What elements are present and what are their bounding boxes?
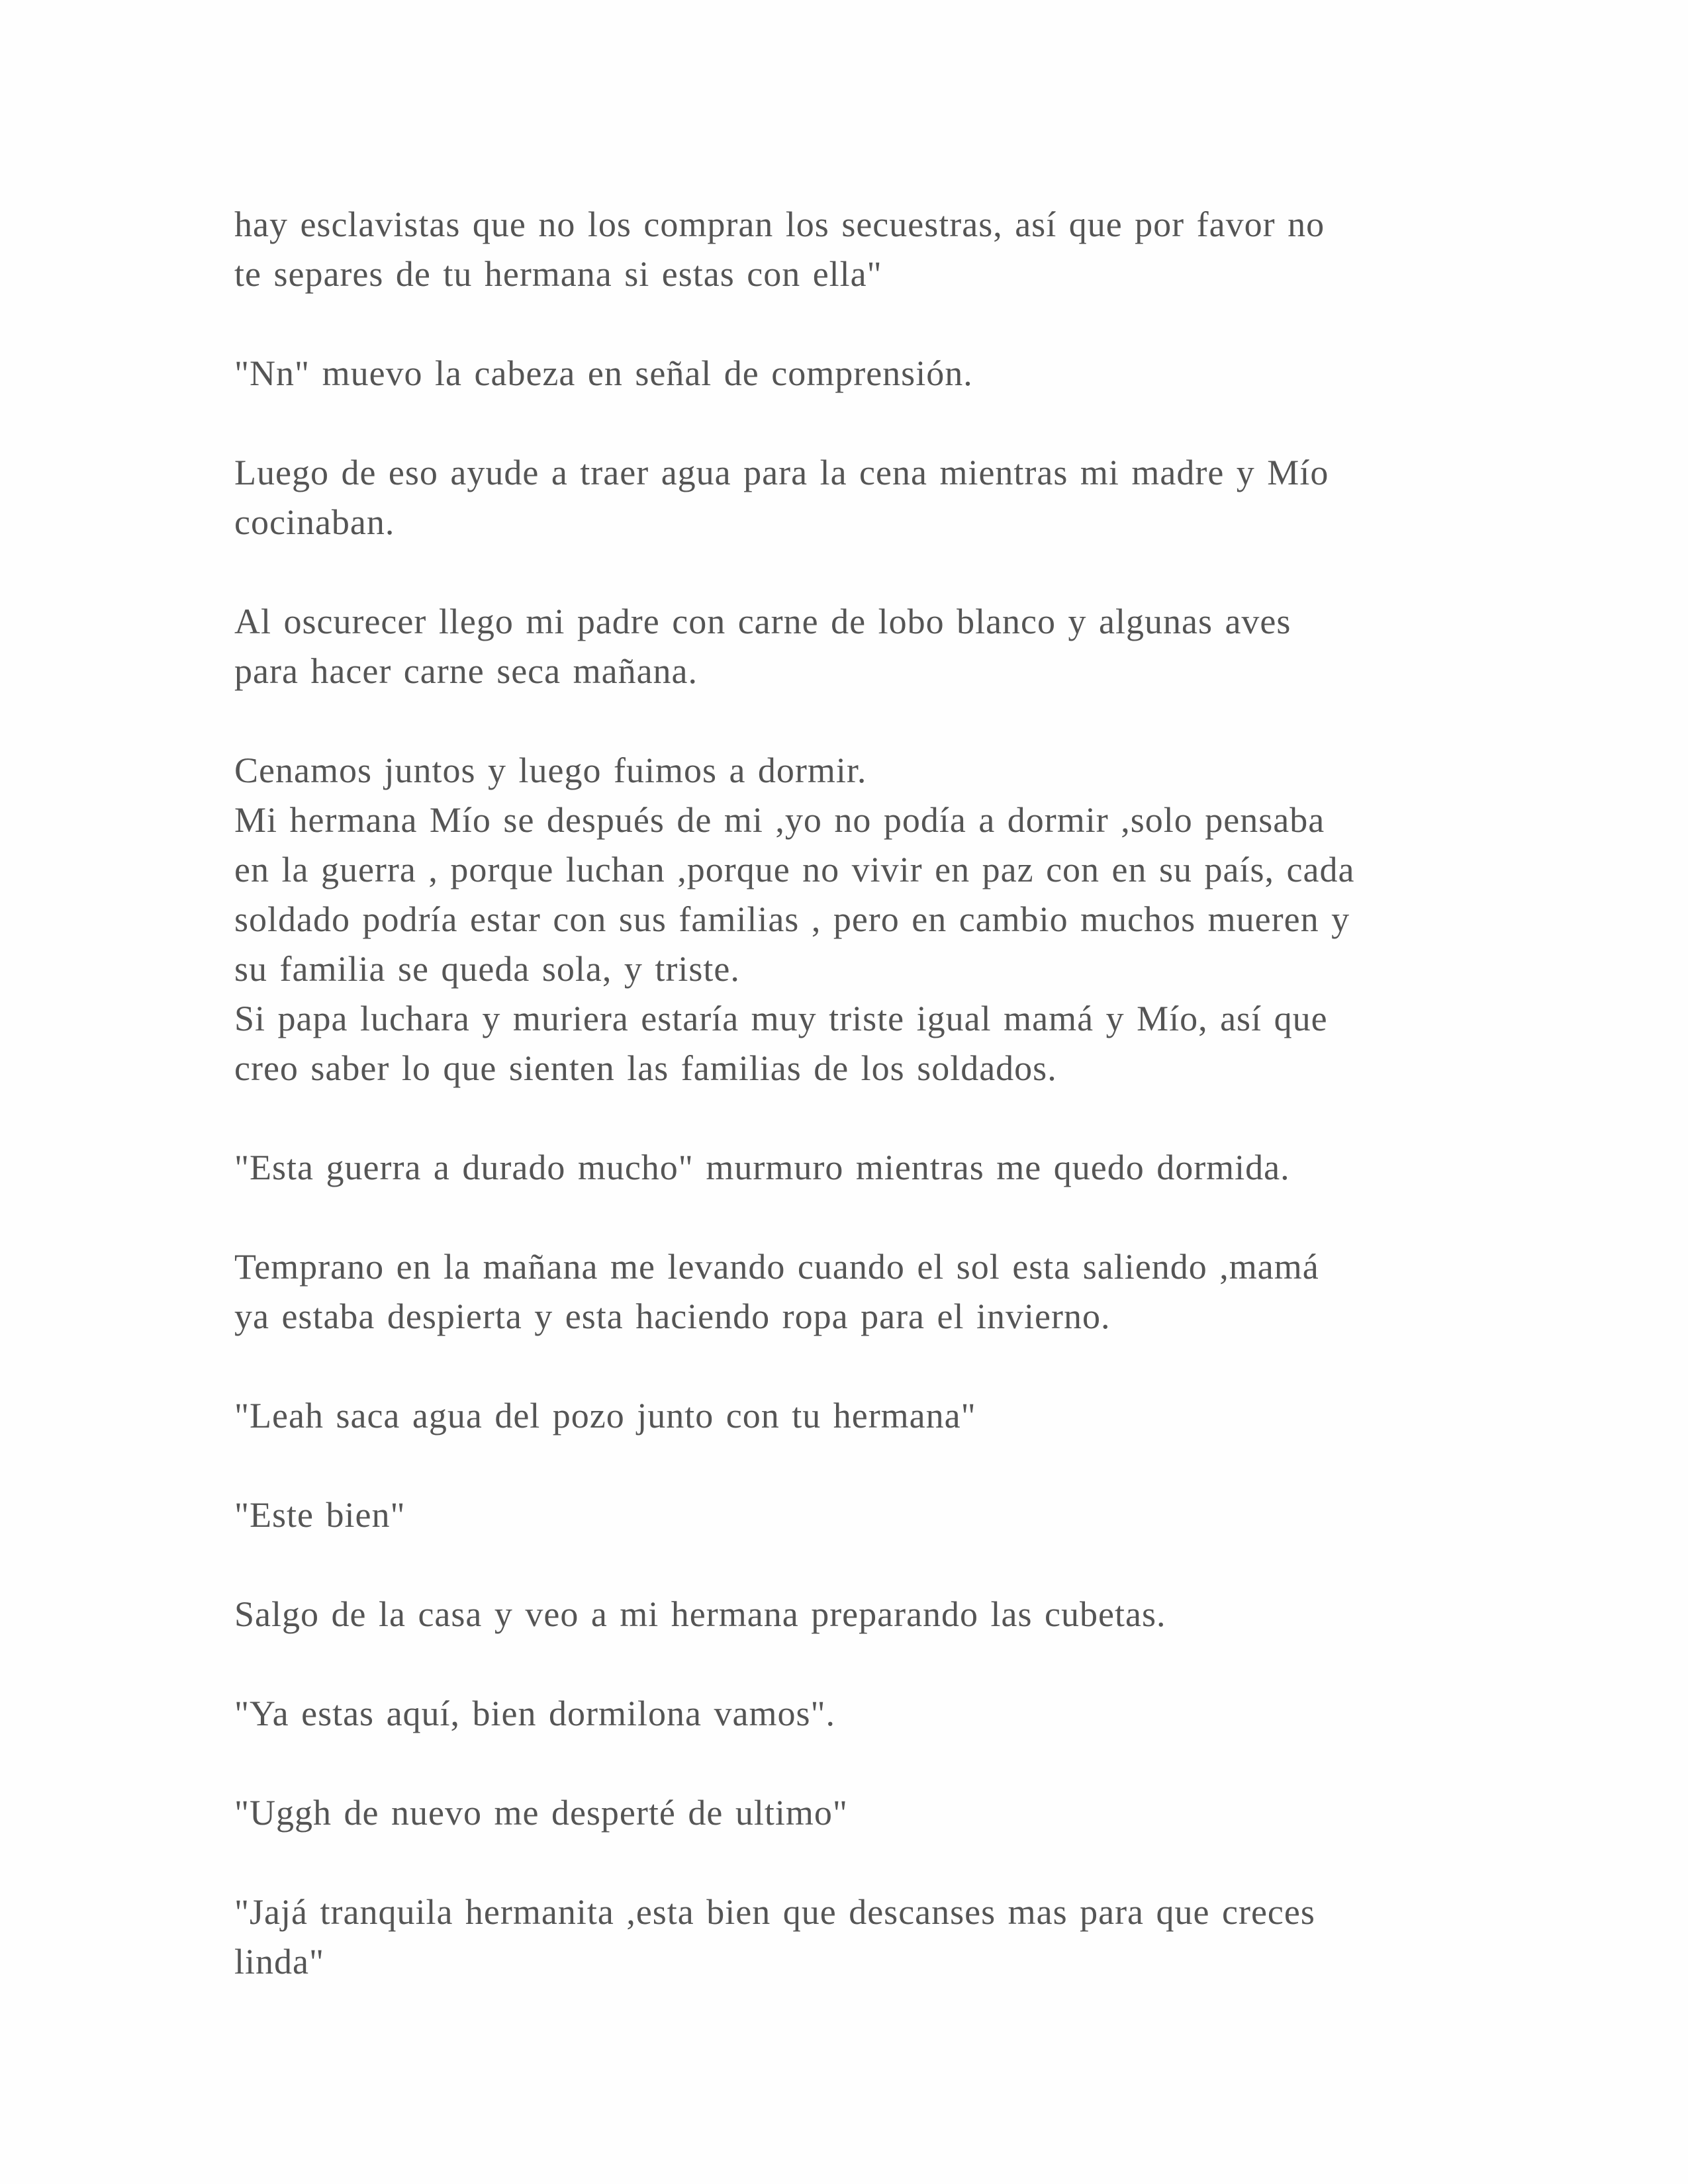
text-line: "Ya estas aquí, bien dormilona vamos". — [234, 1694, 835, 1733]
text-line: "Jajá tranquila hermanita ,esta bien que descanses mas para que creces — [234, 1892, 1315, 1932]
paragraph — [234, 349, 1492, 398]
paragraph — [234, 1888, 1492, 1987]
paragraph — [234, 448, 1492, 547]
text-line: "Nn" muevo la cabeza en señal de comprensión. — [234, 353, 973, 393]
paragraph — [234, 1143, 1492, 1193]
text-line: su familia se queda sola, y triste. — [234, 949, 740, 989]
text-line: Salgo de la casa y veo a mi hermana preparando las cubetas. — [234, 1594, 1166, 1634]
text-line: linda" — [234, 1942, 325, 1981]
text-line: cocinaban. — [234, 502, 395, 542]
text-line: Luego de eso ayude a traer agua para la cena mientras mi madre y Mío — [234, 453, 1329, 492]
paragraph — [234, 746, 1492, 796]
text-line: en la guerra , porque luchan ,porque no vivir en paz con en su país, cada — [234, 850, 1355, 889]
text-line: Al oscurecer llego mi padre con carne de lobo blanco y algunas aves — [234, 602, 1291, 641]
paragraph — [234, 1689, 1492, 1739]
text-line: Si papa luchara y muriera estaría muy triste igual mamá y Mío, así que — [234, 999, 1328, 1038]
text-line: "Leah saca agua del pozo junto con tu hermana" — [234, 1396, 976, 1435]
text-line: para hacer carne seca mañana. — [234, 651, 698, 691]
paragraph — [234, 200, 1492, 299]
text-line: Temprano en la mañana me levando cuando el sol esta saliendo ,mamá — [234, 1247, 1319, 1287]
text-line: te separes de tu hermana si estas con ella" — [234, 254, 882, 294]
paragraph — [234, 1391, 1492, 1441]
text-line: Cenamos juntos y luego fuimos a dormir. — [234, 751, 867, 790]
text-line: creo saber lo que sienten las familias de los soldados. — [234, 1048, 1057, 1088]
paragraph — [234, 1788, 1492, 1838]
text-line: "Este bien" — [234, 1495, 406, 1535]
paragraph — [234, 1490, 1492, 1540]
paragraph — [234, 1590, 1492, 1639]
text-line: "Uggh de nuevo me desperté de ultimo" — [234, 1793, 848, 1833]
text-line: ya estaba despierta y esta haciendo ropa para el invierno. — [234, 1297, 1111, 1336]
paragraph — [234, 597, 1492, 696]
text-line: hay esclavistas que no los compran los secuestras, así que por favor no — [234, 205, 1325, 244]
text-line: soldado podría estar con sus familias , pero en cambio muchos mueren y — [234, 899, 1350, 939]
paragraph — [234, 1242, 1492, 1342]
body-text — [234, 200, 1492, 2036]
text-line: "Esta guerra a durado mucho" murmuro mientras me quedo dormida. — [234, 1148, 1290, 1187]
paragraph — [234, 994, 1492, 1093]
paragraph — [234, 796, 1492, 994]
text-line: Mi hermana Mío se después de mi ,yo no podía a dormir ,solo pensaba — [234, 800, 1325, 840]
